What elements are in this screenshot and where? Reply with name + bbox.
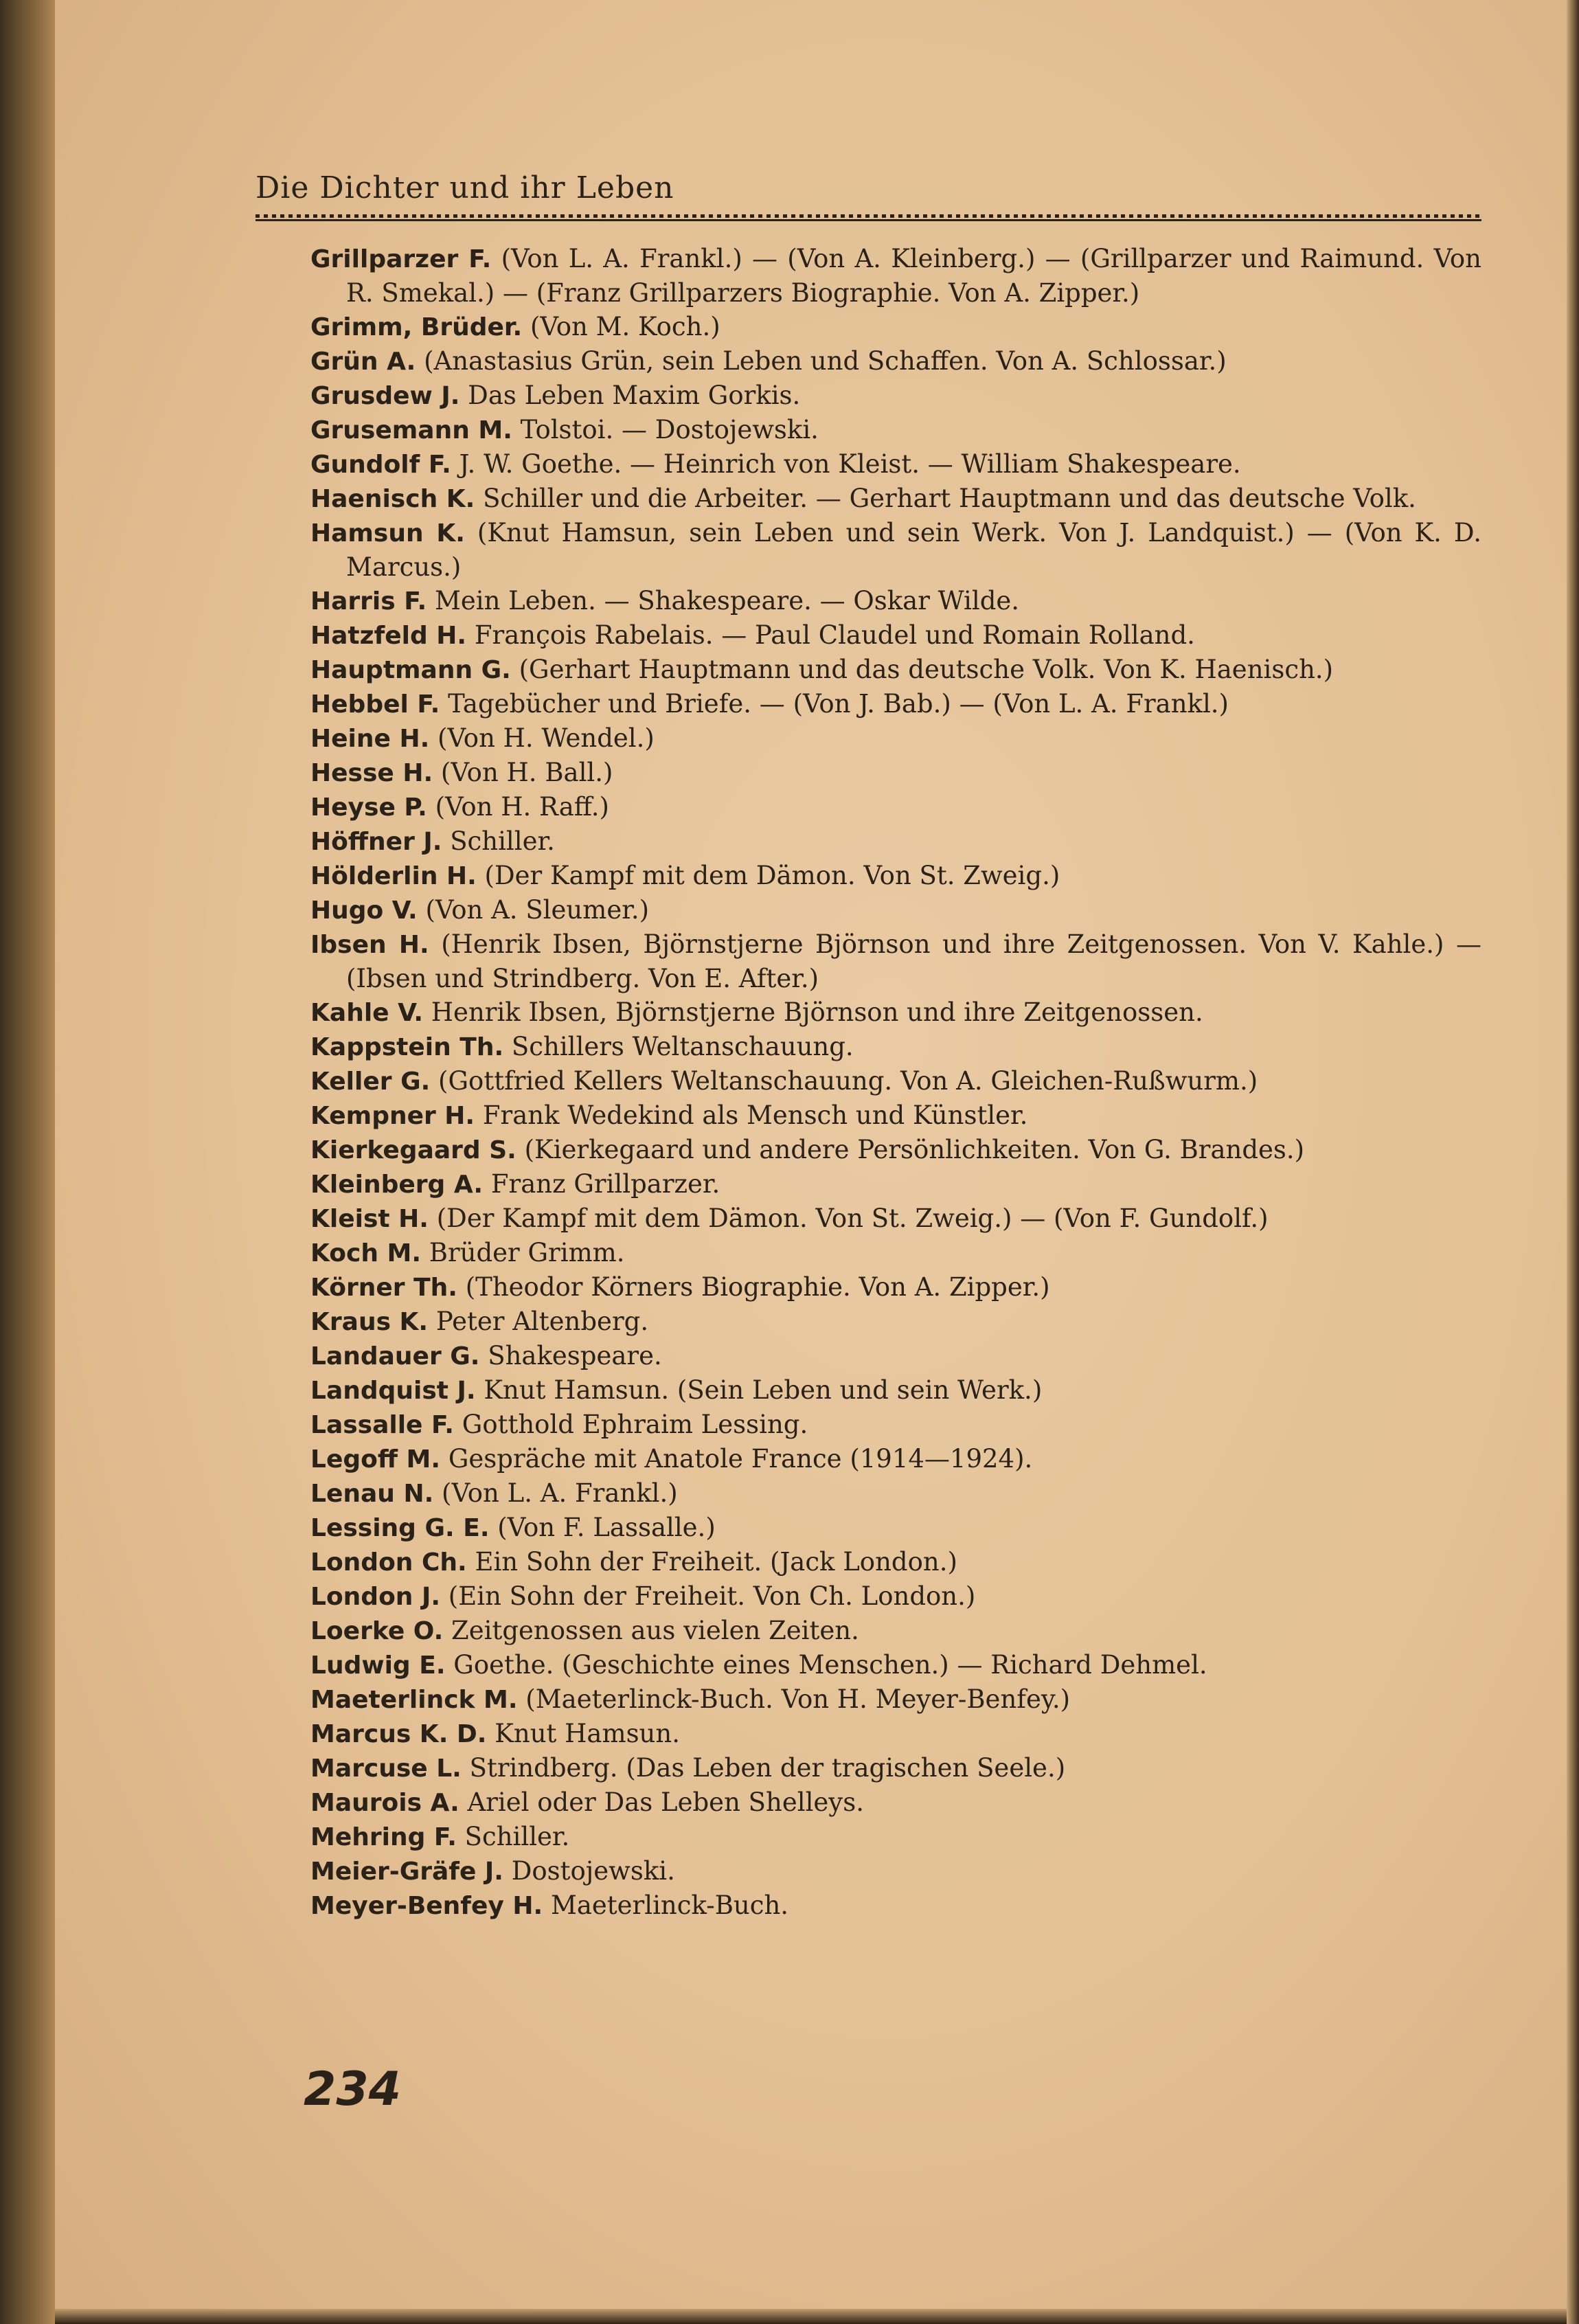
- entry-author-name: Kleinberg A.: [310, 1171, 484, 1199]
- entry-works: (Gerhart Hauptmann und das deutsche Volk. Von K. Haenisch.): [510, 655, 1334, 684]
- index-entry: [310, 1373, 1481, 1408]
- entry-works: Ein Sohn der Freiheit. (Jack London.): [466, 1547, 957, 1577]
- entry-works: Knut Hamsun.: [486, 1719, 680, 1748]
- entry-author-name: Hesse H.: [310, 759, 433, 787]
- entry-works: Franz Grillparzer.: [483, 1169, 720, 1199]
- entry-works: Mein Leben. — Shakespeare. — Oskar Wilde.: [427, 586, 1020, 616]
- index-entry: [310, 721, 1481, 756]
- entry-works: Schiller.: [442, 826, 555, 856]
- page-edge-right: [1567, 0, 1579, 2324]
- index-entry: [310, 1270, 1481, 1305]
- entry-author-name: Kraus K.: [310, 1308, 429, 1336]
- entry-author-name: Kappstein Th.: [310, 1033, 504, 1061]
- entry-works: Zeitgenossen aus vielen Zeiten.: [443, 1616, 859, 1645]
- entry-works: (Ein Sohn der Freiheit. Von Ch. London.): [440, 1581, 976, 1611]
- entry-works: (Henrik Ibsen, Björnstjerne Björnson und ihre Zeitgenossen. Von V. Kahle.) — (Ibsen und Strindberg. Von E. After.): [346, 929, 1481, 993]
- page-number: 234: [304, 2062, 401, 2117]
- index-entry: [310, 1098, 1481, 1133]
- entry-author-name: Grillparzer F.: [310, 245, 492, 273]
- index-entry: [310, 1614, 1481, 1648]
- entry-author-name: Heine H.: [310, 725, 430, 753]
- index-entry: [310, 1236, 1481, 1270]
- entry-author-name: Hebbel F.: [310, 690, 440, 719]
- index-entry: [310, 1030, 1481, 1064]
- entry-works: (Von L. A. Frankl.) — (Von A. Kleinberg.) — (Grillparzer und Raimund. Von R. Smekal.) — (Franz Grillparzers Biographie. Von A. Zipper.): [346, 244, 1481, 308]
- entry-works: (Von H. Wendel.): [429, 723, 655, 753]
- entry-author-name: Körner Th.: [310, 1274, 457, 1302]
- index-entry: [310, 756, 1481, 790]
- entry-author-name: Keller G.: [310, 1068, 431, 1096]
- index-entry: [310, 859, 1481, 893]
- index-entry: [310, 413, 1481, 447]
- entry-author-name: Kleist H.: [310, 1205, 429, 1233]
- entry-author-name: Hamsun K.: [310, 519, 465, 548]
- entry-works: Ariel oder Das Leben Shelleys.: [459, 1787, 864, 1817]
- entry-works: Knut Hamsun. (Sein Leben und sein Werk.): [475, 1375, 1043, 1405]
- entry-works: (Der Kampf mit dem Dämon. Von St. Zweig.): [476, 861, 1060, 890]
- index-entry: [310, 1820, 1481, 1854]
- index-entry: [310, 1511, 1481, 1545]
- entry-works: Tagebücher und Briefe. — (Von J. Bab.) — (Von L. A. Frankl.): [440, 689, 1229, 719]
- index-entry: [310, 344, 1481, 379]
- entry-author-name: Hölderlin H.: [310, 862, 477, 890]
- index-entry: [310, 1682, 1481, 1717]
- index-entry: [310, 824, 1481, 859]
- index-entry: [310, 1442, 1481, 1476]
- entry-works: (Anastasius Grün, sein Leben und Schaffen. Von A. Schlossar.): [416, 346, 1227, 376]
- entry-works: Peter Altenberg.: [428, 1307, 649, 1336]
- entry-author-name: Kahle V.: [310, 999, 424, 1027]
- entry-author-name: Landauer G.: [310, 1342, 480, 1370]
- entry-author-name: Grimm, Brüder.: [310, 313, 523, 341]
- entry-works: Das Leben Maxim Gorkis.: [459, 381, 801, 410]
- index-entry: [310, 516, 1481, 584]
- entry-author-name: Marcuse L.: [310, 1755, 462, 1783]
- index-entry: [310, 584, 1481, 618]
- index-entry: [310, 1854, 1481, 1888]
- entry-works: Schiller.: [456, 1822, 570, 1851]
- index-entry: [310, 1202, 1481, 1236]
- book-page: [55, 0, 1567, 2309]
- entry-works: Schiller und die Arbeiter. — Gerhart Hauptmann und das deutsche Volk.: [475, 484, 1416, 513]
- entry-author-name: Grün A.: [310, 348, 416, 376]
- index-entry: [310, 1408, 1481, 1442]
- entry-works: (Von A. Sleumer.): [417, 895, 650, 925]
- header-rule: [255, 214, 1481, 223]
- entry-author-name: London Ch.: [310, 1548, 467, 1577]
- entry-works: (Von F. Lassalle.): [489, 1513, 716, 1542]
- entry-author-name: Kierkegaard S.: [310, 1136, 516, 1164]
- entry-author-name: Haenisch K.: [310, 485, 475, 513]
- entry-works: (Maeterlinck-Buch. Von H. Meyer-Benfey.): [517, 1684, 1071, 1714]
- entry-author-name: Ibsen H.: [310, 931, 429, 959]
- index-entry: [310, 1888, 1481, 1923]
- book-spine: [0, 0, 55, 2324]
- entry-works: (Theodor Körners Biographie. Von A. Zipper.): [457, 1272, 1050, 1302]
- entry-works: (Kierkegaard und andere Persönlichkeiten. Von G. Brandes.): [516, 1135, 1305, 1164]
- index-entry: [310, 1476, 1481, 1511]
- entry-author-name: Grusdew J.: [310, 382, 460, 410]
- entry-works: (Knut Hamsun, sein Leben und sein Werk. Von J. Landquist.) — (Von K. D. Marcus.): [346, 518, 1481, 582]
- index-entry: [310, 379, 1481, 413]
- entry-author-name: Lenau N.: [310, 1480, 434, 1508]
- entry-author-name: Maurois A.: [310, 1789, 459, 1817]
- entry-author-name: Maeterlinck M.: [310, 1686, 518, 1714]
- index-entry: [310, 893, 1481, 927]
- index-entry: [310, 1751, 1481, 1785]
- entry-works: Henrik Ibsen, Björnstjerne Björnson und ihre Zeitgenossen.: [423, 997, 1203, 1027]
- entry-author-name: Ludwig E.: [310, 1651, 446, 1680]
- entry-author-name: Marcus K. D.: [310, 1720, 487, 1748]
- entry-works: Schillers Weltanschauung.: [503, 1032, 854, 1061]
- entry-author-name: Hugo V.: [310, 896, 418, 925]
- entry-author-name: Koch M.: [310, 1239, 421, 1267]
- entry-works: Dostojewski.: [503, 1856, 675, 1886]
- entry-author-name: London J.: [310, 1583, 441, 1611]
- entry-works: Gotthold Ephraim Lessing.: [454, 1410, 808, 1439]
- index-entry: [310, 995, 1481, 1030]
- entry-works: François Rabelais. — Paul Claudel und Romain Rolland.: [466, 620, 1195, 650]
- entry-author-name: Loerke O.: [310, 1617, 444, 1645]
- entry-author-name: Hatzfeld H.: [310, 622, 467, 650]
- author-index-list: [310, 242, 1481, 1923]
- index-entry: [310, 1167, 1481, 1202]
- index-entry: [310, 1785, 1481, 1820]
- entry-works: Strindberg. (Das Leben der tragischen Seele.): [461, 1753, 1066, 1783]
- index-entry: [310, 1579, 1481, 1614]
- index-entry: [310, 1305, 1481, 1339]
- index-entry: [310, 1545, 1481, 1579]
- index-entry: [310, 447, 1481, 482]
- index-entry: [310, 1648, 1481, 1682]
- entry-works: Tolstoi. — Dostojewski.: [512, 415, 819, 444]
- entry-author-name: Lassalle F.: [310, 1411, 454, 1439]
- entry-author-name: Landquist J.: [310, 1377, 476, 1405]
- index-entry: [310, 1133, 1481, 1167]
- index-entry: [310, 1717, 1481, 1751]
- page-edge-bottom: [55, 2309, 1567, 2324]
- entry-works: Brüder Grimm.: [421, 1238, 625, 1267]
- entry-works: Goethe. (Geschichte eines Menschen.) — Richard Dehmel.: [445, 1650, 1207, 1680]
- entry-works: (Von H. Raff.): [427, 792, 609, 822]
- entry-author-name: Meyer-Benfey H.: [310, 1892, 543, 1920]
- entry-author-name: Höffner J.: [310, 828, 442, 856]
- entry-works: (Gottfried Kellers Weltanschauung. Von A. Gleichen-Rußwurm.): [430, 1066, 1258, 1096]
- entry-author-name: Gundolf F.: [310, 451, 451, 479]
- index-entry: [310, 927, 1481, 995]
- index-entry: [310, 242, 1481, 310]
- entry-works: (Der Kampf mit dem Dämon. Von St. Zweig.) — (Von F. Gundolf.): [428, 1204, 1269, 1233]
- entry-works: Maeterlinck-Buch.: [543, 1891, 789, 1920]
- index-entry: [310, 618, 1481, 653]
- entry-works: (Von L. A. Frankl.): [433, 1478, 678, 1508]
- index-entry: [310, 653, 1481, 687]
- entry-author-name: Heyse P.: [310, 793, 427, 822]
- entry-author-name: Hauptmann G.: [310, 656, 511, 684]
- running-header: Die Dichter und ihr Leben: [255, 170, 674, 205]
- entry-works: J. W. Goethe. — Heinrich von Kleist. — William Shakespeare.: [451, 449, 1241, 479]
- index-entry: [310, 1064, 1481, 1098]
- entry-author-name: Mehring F.: [310, 1823, 457, 1851]
- index-entry: [310, 687, 1481, 721]
- entry-author-name: Grusemann M.: [310, 416, 512, 444]
- entry-author-name: Legoff M.: [310, 1445, 441, 1474]
- entry-works: Shakespeare.: [479, 1341, 662, 1370]
- index-entry: [310, 790, 1481, 824]
- entry-author-name: Kempner H.: [310, 1102, 475, 1130]
- entry-works: (Von H. Ball.): [433, 758, 613, 787]
- entry-author-name: Harris F.: [310, 587, 427, 616]
- entry-works: (Von M. Koch.): [522, 312, 720, 341]
- entry-author-name: Meier-Gräfe J.: [310, 1858, 503, 1886]
- index-entry: [310, 482, 1481, 516]
- index-entry: [310, 1339, 1481, 1373]
- entry-works: Gespräche mit Anatole France (1914—1924).: [440, 1444, 1033, 1474]
- entry-works: Frank Wedekind als Mensch und Künstler.: [475, 1101, 1028, 1130]
- entry-author-name: Lessing G. E.: [310, 1514, 490, 1542]
- index-entry: [310, 310, 1481, 344]
